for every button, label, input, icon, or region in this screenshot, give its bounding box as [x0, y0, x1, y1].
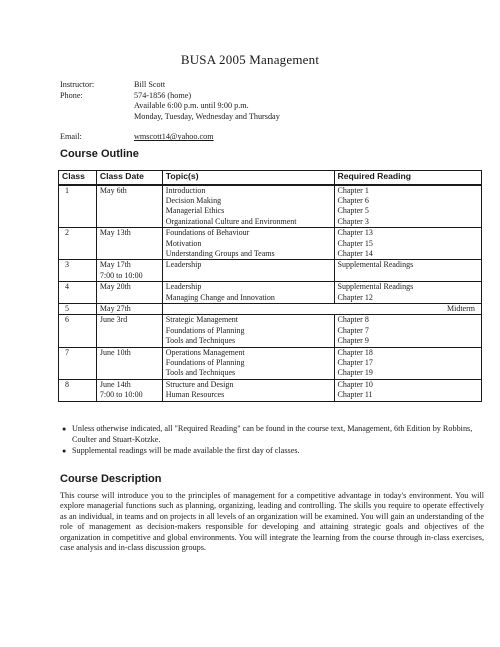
- class-date-cell: [96, 185, 162, 228]
- reading-line: Chapter 1: [337, 185, 369, 195]
- class-number-cell: 7: [59, 347, 97, 379]
- email-label: Email:: [60, 132, 82, 142]
- topic-line: Foundations of Planning: [165, 358, 245, 367]
- class-date-cell: [96, 347, 162, 379]
- reading-line: Chapter 8: [337, 315, 369, 325]
- reading-line: Supplemental Readings: [337, 260, 414, 270]
- contact-block: [60, 80, 374, 143]
- topic-line: Tools and Techniques: [165, 336, 236, 346]
- reading-line: Chapter 3: [337, 216, 369, 226]
- class-date-cell: [96, 260, 162, 282]
- class-number-cell: 2: [59, 228, 97, 260]
- course-outline-table: [58, 170, 482, 402]
- phone-number: 574-1856 (home): [134, 90, 192, 100]
- topic-line: Human Resources: [165, 390, 225, 400]
- class-date-cell: [96, 315, 162, 347]
- list-item: [62, 446, 482, 457]
- table-row: [59, 260, 482, 282]
- table-row: [59, 282, 482, 304]
- class-number-cell: 8: [59, 379, 97, 401]
- class-date-line: May 17th: [99, 260, 131, 270]
- topic-line: Organizational Culture and Environment: [165, 216, 297, 226]
- class-date-line: May 13th: [99, 228, 131, 238]
- phone-label: Phone:: [60, 90, 83, 100]
- reading-line: Chapter 11: [337, 390, 373, 400]
- availability-row-1: [60, 101, 374, 112]
- class-number-cell: 5: [59, 303, 97, 314]
- class-date-line: June 3rd: [99, 315, 128, 325]
- reading-cell: [334, 347, 482, 379]
- topic-line: Structure and Design: [165, 379, 234, 389]
- topic-line: Foundations of Planning: [165, 325, 245, 335]
- email-row: [60, 132, 374, 143]
- reading-line: Chapter 10: [337, 379, 373, 389]
- note-text: Supplemental readings will be made available the first day of classes.: [72, 446, 300, 456]
- reading-line: Chapter 18: [337, 347, 373, 357]
- bullet-icon: ●: [62, 425, 67, 433]
- class-date-cell: [96, 379, 162, 401]
- topic-line: Tools and Techniques: [165, 368, 236, 378]
- reading-line: Chapter 12: [337, 292, 373, 302]
- topic-line: Introduction: [165, 185, 206, 195]
- reading-cell: [334, 282, 482, 304]
- instructor-label: Instructor:: [60, 80, 95, 89]
- topics-cell: [162, 315, 334, 347]
- reading-line: Chapter 19: [337, 368, 373, 378]
- topic-line: Motivation: [165, 238, 202, 248]
- topics-cell: [162, 282, 334, 304]
- class-date-cell: [96, 228, 162, 260]
- reading-line: Chapter 5: [337, 206, 369, 216]
- topic-line: Leadership: [165, 260, 202, 270]
- reading-line: Chapter 13: [337, 228, 373, 238]
- bullet-icon: ●: [62, 447, 67, 456]
- reading-cell: [334, 379, 482, 401]
- note-text: Unless otherwise indicated, all "Required Reading" can be found in the course text, Management, 6th Edition by Robbins, Coulter and Stuart-Kotzke.: [72, 424, 473, 444]
- course-description-heading: Course Description: [60, 473, 162, 485]
- class-number-cell: 6: [59, 315, 97, 347]
- table-row: [59, 303, 482, 314]
- class-date-line: 7:00 to 10:00: [99, 270, 143, 280]
- table-row: [59, 228, 482, 260]
- availability-row-2: [60, 112, 374, 123]
- header-class: Class: [59, 171, 97, 185]
- reading-line: Chapter 7: [337, 325, 369, 335]
- reading-line: Chapter 17: [337, 358, 373, 367]
- topic-line: Managerial Ethics: [165, 206, 225, 216]
- availability-hours: Available 6:00 p.m. until 9:00 p.m.: [134, 101, 249, 111]
- reading-line: Chapter 14: [337, 248, 373, 258]
- class-date-line: May 27th: [99, 303, 131, 313]
- class-date-cell: [96, 303, 162, 314]
- email-link[interactable]: wmscott14@yahoo.com: [134, 132, 214, 142]
- list-item: [62, 424, 482, 445]
- class-date-line: May 20th: [99, 282, 131, 292]
- class-date-line: June 10th: [99, 347, 131, 357]
- topic-line: Managing Change and Innovation: [165, 292, 275, 302]
- reading-cell: [334, 228, 482, 260]
- topic-line: Operations Management: [165, 347, 245, 357]
- class-date-line: June 14th: [99, 379, 131, 389]
- reading-cell: [334, 315, 482, 347]
- topics-cell: [162, 260, 334, 282]
- topic-line: Decision Making: [165, 195, 222, 205]
- table-body: [59, 185, 482, 402]
- table-row: [59, 185, 482, 228]
- reading-line: Supplemental Readings: [337, 282, 414, 292]
- table-header-row: [59, 171, 482, 185]
- reading-line: Chapter 6: [337, 195, 369, 205]
- course-description-text: This course will introduce you to the principles of management for a competitive advantage in today's environment. You will explore managerial functions such as planning, organizing, leading and controlling. The skills you require to operate effectively as an individual, in teams and on projects in all levels of an organization will be examined. You will gain an understanding of the role of management as decision-makers responsible for developing and attaining strategic goals and objectives of the organization in competitive and global environments. You will integrate the learning from the course through in-class exercises, case analysis and in-class discussion groups.: [60, 491, 484, 553]
- class-number-cell: 4: [59, 282, 97, 304]
- reading-line: Chapter 9: [337, 336, 369, 346]
- header-class-date: Class Date: [96, 171, 162, 185]
- phone-row: [60, 91, 374, 102]
- reading-cell: [334, 185, 482, 228]
- document-title: BUSA 2005 Management: [180, 52, 320, 67]
- class-date-line: May 6th: [99, 185, 127, 195]
- reading-line: Chapter 15: [337, 238, 373, 248]
- topics-cell: [162, 185, 334, 228]
- midterm-cell: Midterm: [162, 303, 481, 314]
- class-number-cell: 1: [59, 185, 97, 228]
- topics-cell: [162, 379, 334, 401]
- topic-line: Strategic Management: [165, 315, 238, 325]
- topic-line: Foundations of Behaviour: [165, 228, 250, 238]
- topic-line: Understanding Groups and Teams: [165, 248, 275, 258]
- topics-cell: [162, 228, 334, 260]
- notes-list: [62, 424, 482, 458]
- table-row: [59, 379, 482, 401]
- class-date-line: 7:00 to 10:00: [99, 390, 143, 400]
- course-outline-heading: Course Outline: [60, 148, 139, 160]
- table-row: [59, 315, 482, 347]
- topics-cell: [162, 347, 334, 379]
- header-topics: Topic(s): [162, 171, 334, 185]
- class-date-cell: [96, 282, 162, 304]
- instructor-row: [60, 80, 374, 91]
- availability-days: Monday, Tuesday, Wednesday and Thursday: [134, 111, 280, 121]
- reading-cell: [334, 260, 482, 282]
- header-required-reading: Required Reading: [334, 171, 482, 185]
- table-row: [59, 347, 482, 379]
- topic-line: Leadership: [165, 282, 202, 292]
- instructor-name: Bill Scott: [134, 80, 166, 89]
- class-number-cell: 3: [59, 260, 97, 282]
